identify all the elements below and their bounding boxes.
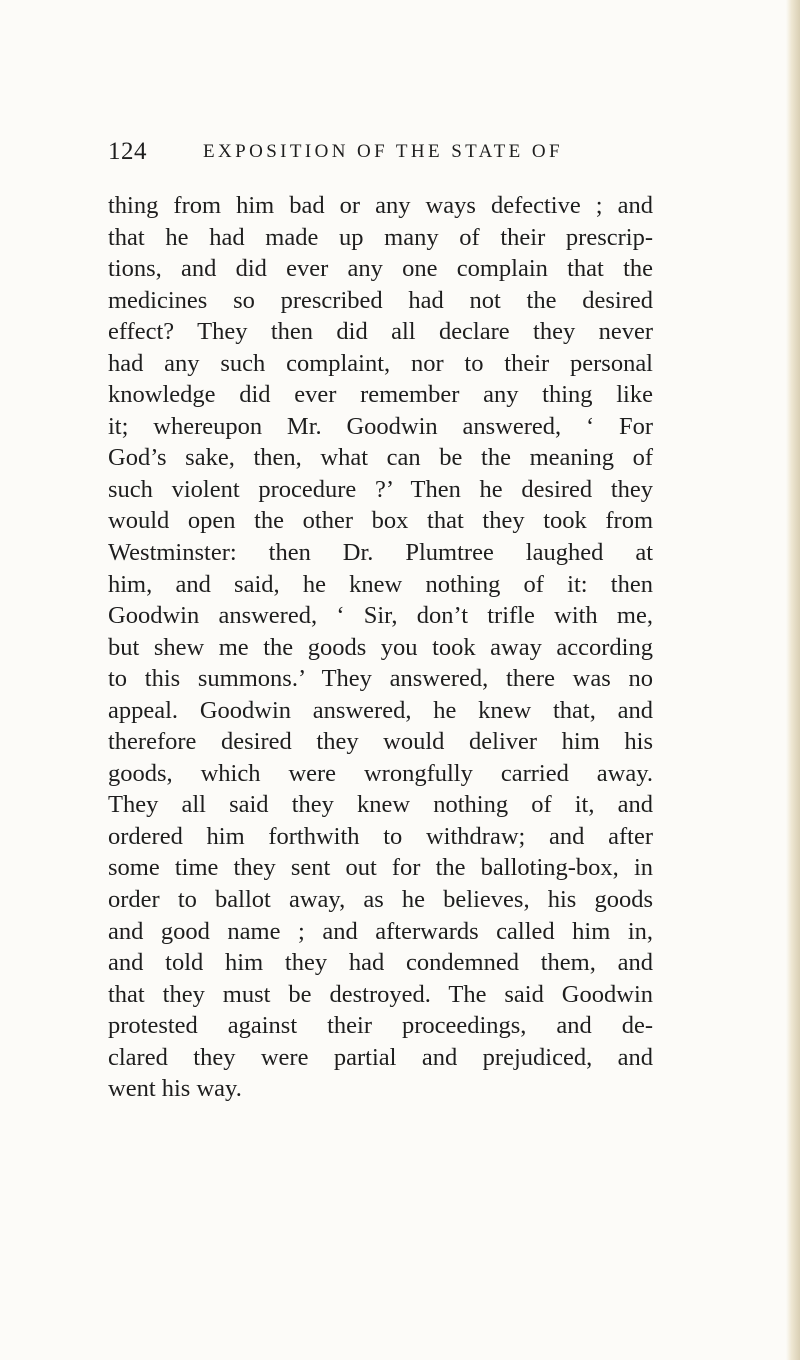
text-line: thing from him bad or any ways defective ; and [108, 192, 653, 219]
text-line: and told him they had condemned them, and [108, 949, 653, 977]
text-line: protested against their proceedings, and de- [108, 1012, 653, 1040]
body-text [108, 190, 653, 1105]
text-line: effect? They then did all declare they never [108, 318, 653, 346]
text-line: some time they sent out for the balloting-box, in [108, 854, 653, 882]
text-line: ordered him forthwith to withdraw; and after [108, 822, 653, 850]
running-head [108, 138, 648, 178]
text-line: knowledge did ever remember any thing like [108, 381, 653, 409]
text-line: to this summons.’ They answered, there was no [108, 665, 653, 693]
text-line: goods, which were wrongfully carried away. [108, 759, 653, 787]
text-line: that he had made up many of their prescrip- [108, 223, 653, 251]
text-line: such violent procedure ?’ Then he desired they [108, 475, 653, 503]
text-line: medicines so prescribed had not the desired [108, 286, 653, 314]
text-line: order to ballot away, as he believes, his goods [108, 886, 653, 914]
text-line: had any such complaint, nor to their personal [108, 349, 653, 377]
page-edge-shading [786, 0, 800, 1360]
page-number: 124 [108, 138, 147, 165]
text-line-last: went his way. [108, 1075, 242, 1103]
text-line: Westminster: then Dr. Plumtree laughed at [108, 539, 653, 567]
running-title: EXPOSITION OF THE STATE OF [203, 141, 563, 162]
text-line: it; whereupon Mr. Goodwin answered, ‘ For [108, 412, 653, 440]
text-line: tions, and did ever any one complain that the [108, 255, 653, 283]
text-line: him, and said, he knew nothing of it: then [108, 570, 653, 598]
text-line: God’s sake, then, what can be the meaning of [108, 444, 653, 472]
text-line: that they must be destroyed. The said Goodwin [108, 980, 653, 1008]
text-line: appeal. Goodwin answered, he knew that, and [108, 696, 653, 724]
text-line: clared they were partial and prejudiced, and [108, 1043, 653, 1071]
text-line: therefore desired they would deliver him his [108, 728, 653, 756]
text-line: Goodwin answered, ‘ Sir, don’t trifle with me, [108, 602, 653, 630]
text-line: but shew me the goods you took away according [108, 633, 653, 661]
text-line: would open the other box that they took from [108, 507, 653, 535]
text-line: and good name ; and afterwards called him in, [108, 917, 653, 945]
text-line: They all said they knew nothing of it, and [108, 791, 653, 819]
